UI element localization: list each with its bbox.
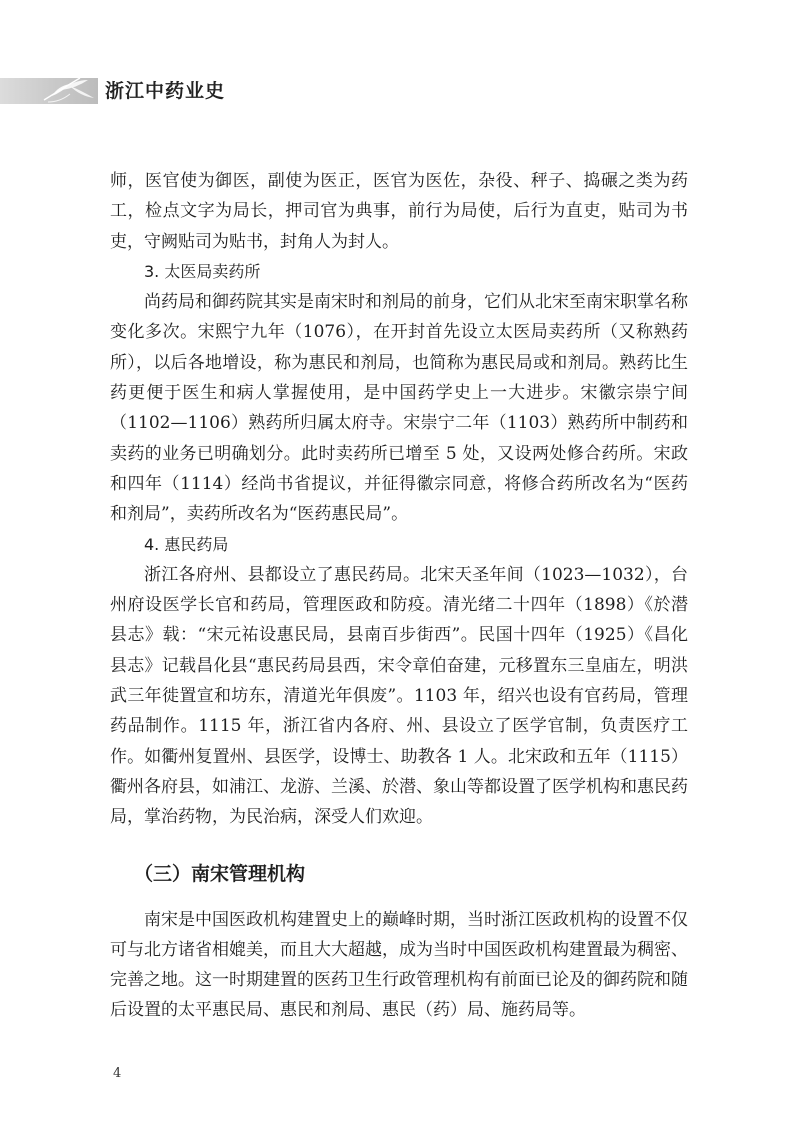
subheading-taiyiju: 3. 太医局卖药所 bbox=[144, 261, 261, 281]
paragraph-huimin: 浙江各府州、县都设立了惠民药局。北宋天圣年间（1023—1032），台州府设医学长官和药局，管理医政和防疫。清光绪二十四年（1898）《於潜县志》载：“宋元祐设惠民局，县南百步街西”。民国十四年（1925）《昌化县志》记载昌化县“惠民药局县西，宋令章伯奋建，元移置东三皇庙左，明洪武三年徙置宣和坊东，清道光年俱废”。1103 年，绍兴也设有官药局，管理药品制作。1115 年，浙江省内各府、州、县设立了医学官制，负责医疗工作。如衢州复置州、县医学，设博士、助教各 1 人。北宋政和五年（1115）衢州各府县，如浦江、龙游、兰溪、於潜、象山等都设置了医学机构和惠民药局，掌治药物，为民治病，深受人们欢迎。 bbox=[110, 564, 688, 828]
running-header-title: 浙江中药业史 bbox=[105, 80, 226, 102]
section-heading-nansong: （三）南宋管理机构 bbox=[134, 862, 306, 885]
bamboo-leaves-icon bbox=[40, 72, 100, 106]
page-body bbox=[110, 166, 688, 1026]
paragraph-taiyiju: 尚药局和御药院其实是南宋时和剂局的前身，它们从北宋至南宋职掌名称变化多次。宋熙宁九年（1076），在开封首先设立太医局卖药所（又称熟药所），以后各地增设，称为惠民和剂局，也简称为惠民局或和剂局。熟药比生药更便于医生和病人掌握使用，是中国药学史上一大进步。宋徽宗崇宁间（1102—1106）熟药所归属太府寺。宋崇宁二年（1103）熟药所中制药和卖药的业务已明确划分。此时卖药所已增至 5 处，又设两处修合药所。宋政和四年（1114）经尚书省提议，并征得徽宗同意，将修合药所改名为“医药和剂局”，卖药所改名为“医药惠民局”。 bbox=[110, 292, 688, 525]
paragraph-nansong: 南宋是中国医政机构建置史上的巅峰时期，当时浙江医政机构的设置不仅可与北方诸省相媲美，而且大大超越，成为当时中国医政机构建置最为稠密、完善之地。这一时期建置的医药卫生行政管理机构有前面已论及的御药院和随后设置的太平惠民局、惠民和剂局、惠民（药）局、施药局等。 bbox=[110, 909, 688, 1021]
paragraph-continued: 师，医官使为御医，副使为医正，医官为医佐，杂役、秤子、捣碾之类为药工，检点文字为局长，押司官为典事，前行为局使，后行为直吏，贴司为书吏，守阙贴司为贴书，封角人为封人。 bbox=[110, 171, 688, 252]
subheading-huimin: 4. 惠民药局 bbox=[144, 534, 229, 554]
page-number: 4 bbox=[113, 1066, 122, 1081]
